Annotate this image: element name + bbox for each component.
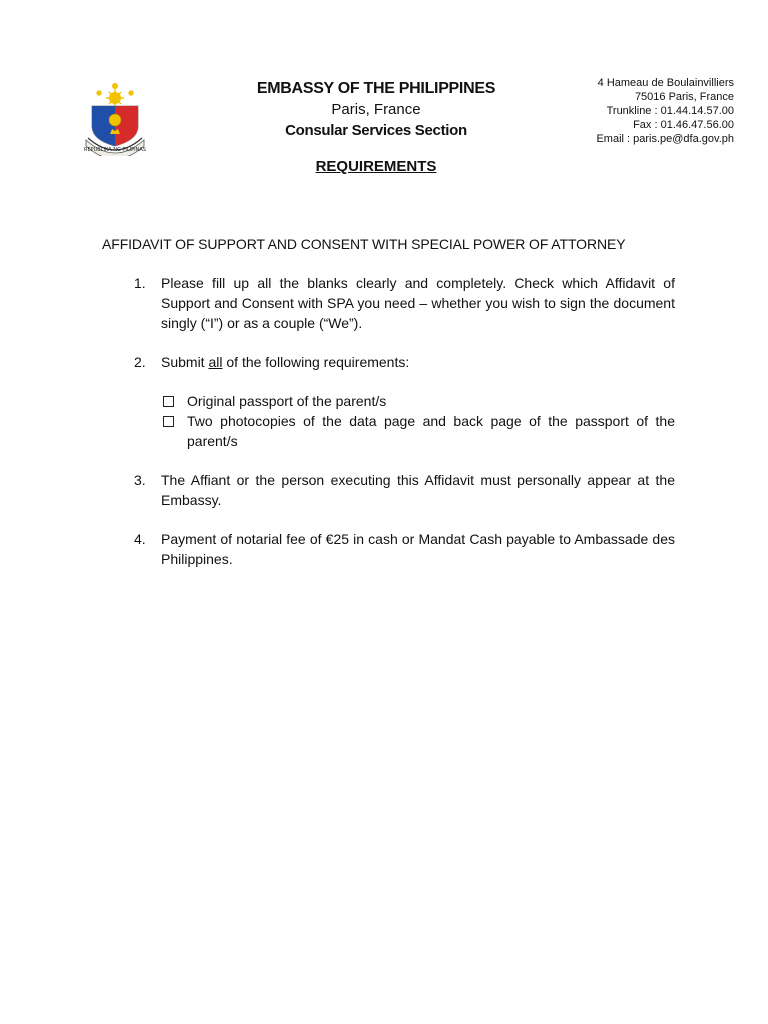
item-text bbox=[161, 352, 675, 372]
contact-trunkline: Trunkline : 01.44.14.57.00 bbox=[606, 105, 734, 117]
item-text-emphasis: all bbox=[208, 354, 223, 370]
philippine-seal-icon bbox=[82, 76, 148, 156]
seal-text: REPUBLIKA NG PILIPINAS bbox=[84, 147, 146, 153]
list-item bbox=[134, 529, 675, 569]
sub-item bbox=[161, 391, 675, 411]
item-number: 3. bbox=[134, 472, 146, 488]
checkbox-icon bbox=[163, 416, 174, 427]
list-item bbox=[134, 352, 675, 451]
sub-item-text: Two photocopies of the data page and back page of the passport of the parent/s bbox=[187, 413, 675, 449]
item-text-part: Submit bbox=[161, 354, 209, 370]
contact-fax: Fax : 01.46.47.56.00 bbox=[633, 119, 734, 131]
embassy-city: Paris, France bbox=[331, 101, 421, 118]
item-number: 2. bbox=[134, 354, 146, 370]
section-name: Consular Services Section bbox=[285, 122, 467, 139]
sub-item bbox=[161, 411, 675, 451]
contact-email: Email : paris.pe@dfa.gov.ph bbox=[596, 133, 734, 145]
item-text-part: of the following requirements: bbox=[222, 354, 410, 370]
item-number: 1. bbox=[134, 275, 146, 291]
contact-block bbox=[596, 76, 734, 146]
sub-item-text: Original passport of the parent/s bbox=[187, 393, 387, 409]
requirements-heading: REQUIREMENTS bbox=[315, 158, 437, 175]
document-title: AFFIDAVIT OF SUPPORT AND CONSENT WITH SPECIAL POWER OF ATTORNEY bbox=[102, 236, 626, 252]
contact-address-line-1: 4 Hameau de Boulainvilliers bbox=[597, 77, 734, 89]
checkbox-icon bbox=[163, 396, 174, 407]
sub-list bbox=[161, 391, 675, 451]
embassy-name: EMBASSY OF THE PHILIPPINES bbox=[256, 80, 496, 97]
list-item bbox=[134, 273, 675, 333]
item-text: The Affiant or the person executing this Affidavit must personally appear at the Embassy. bbox=[161, 472, 675, 508]
item-text: Payment of notarial fee of €25 in cash or Mandat Cash payable to Ambassade des Philippines. bbox=[161, 531, 675, 567]
item-text: Please fill up all the blanks clearly and completely. Check which Affidavit of Support and Consent with SPA you need – whether you wish to sign the document singly (“I”) or as a couple (“We”). bbox=[161, 275, 675, 331]
requirements-list bbox=[134, 273, 675, 588]
contact-address-line-2: 75016 Paris, France bbox=[634, 91, 734, 103]
letterhead bbox=[226, 78, 526, 141]
item-content bbox=[161, 352, 675, 451]
list-item bbox=[134, 470, 675, 510]
item-number: 4. bbox=[134, 531, 146, 547]
